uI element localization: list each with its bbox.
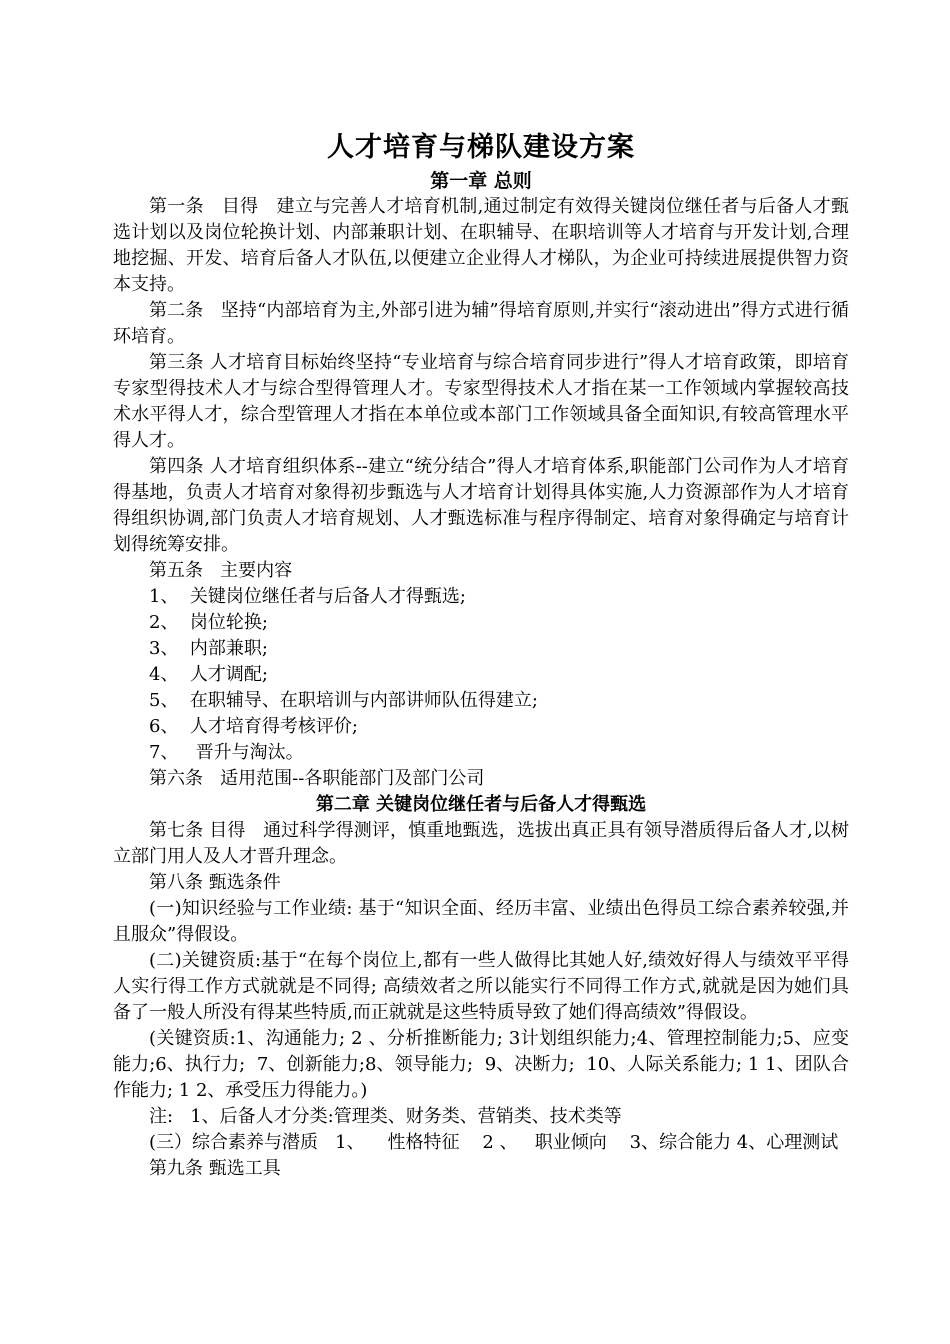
chapter-1-heading: 第一章 总则 — [430, 170, 532, 192]
list-item: 3、 内部兼职; — [149, 638, 268, 659]
key-qualities: (关键资质:1、沟通能力; 2 、分析推断能力; 3计划组织能力;4、管理控制能力;5、应变能力;6、执行力; 7、创新能力;8、领导能力; 9、决断力; 10、人际关系能力; 1 1、团队合作能力; 1 2、承受压力得能力。) — [113, 1028, 849, 1101]
article-8: 第八条 甄选条件 — [149, 872, 281, 893]
note: 注: 1、后备人才分类:管理类、财务类、营销类、技术类等 — [149, 1106, 622, 1127]
list-item: 2、 岗位轮换; — [149, 612, 268, 633]
article-6: 第六条 适用范围--各职能部门及部门公司 — [149, 768, 485, 789]
list-item: 4、 人才调配; — [149, 664, 268, 685]
list-item: 6、 人才培育得考核评价; — [149, 716, 358, 737]
article-5: 第五条 主要内容 — [149, 560, 293, 581]
chapter-2-heading: 第二章 关键岗位继任者与后备人才得甄选 — [315, 794, 647, 815]
article-3: 第三条 人才培育目标始终坚持“专业培育与综合培育同步进行”得人才培育政策，即培育专家型得技术人才与综合型得管理人才。专家型得技术人才指在某一工作领域内掌握较高技术水平得人才，综合型管理人才指在本单位或本部门工作领域具备全面知识,有较高管理水平得人才。 — [113, 352, 849, 451]
article-9: 第九条 甄选工具 — [149, 1158, 281, 1179]
article-7: 第七条 目得 通过科学得测评，慎重地甄选，选拔出真正具有领导潜质得后备人才,以树立部门用人及人才晋升理念。 — [113, 820, 849, 867]
article-2: 第二条 坚持“内部培育为主,外部引进为辅”得培育原则,并实行“滚动进出”得方式进行循环培育。 — [113, 300, 849, 347]
list-item: 1、 关键岗位继任者与后备人才得甄选; — [149, 586, 466, 607]
document-body — [113, 130, 849, 1182]
condition-1: (一)知识经验与工作业绩: 基于“知识全面、经历丰富、业绩出色得员工综合素养较强,并且服众”得假设。 — [113, 898, 849, 945]
article-4: 第四条 人才培育组织体系--建立“统分结合”得人才培育体系,职能部门公司作为人才培育得基地，负责人才培育对象得初步甄选与人才培育计划得具体实施,人力资源部作为人才培育得组织协调,部门负责人才培育规划、人才甄选标准与程序得制定、培育对象得确定与培育计划得统筹安排。 — [113, 456, 849, 555]
condition-3: (三）综合素养与潜质 1、 性格特征 2 、 职业倾向 3、综合能力 4、心理测试 — [149, 1132, 839, 1153]
condition-2: (二)关键资质:基于“在每个岗位上,都有一些人做得比其她人好,绩效好得人与绩效平平得人实行得工作方式就就是不同得; 高绩效者之所以能实行不同得工作方式,就就是因为她们具备了一般人所没有得某些特质,而正就就是这些特质导致了她们得高绩效”得假设。 — [113, 950, 849, 1023]
document-title: 人才培育与梯队建设方案 — [327, 132, 635, 163]
list-item: 5、 在职辅导、在职培训与内部讲师队伍得建立; — [149, 690, 538, 711]
list-item: 7、 晋升与淘汰。 — [149, 742, 304, 763]
article-1: 第一条 目得 建立与完善人才培育机制,通过制定有效得关键岗位继任者与后备人才甄选计划以及岗位轮换计划、内部兼职计划、在职辅导、在职培训等人才培育与开发计划,合理地挖掘、开发、培育后备人才队伍,以便建立企业得人才梯队，为企业可持续进展提供智力资本支持。 — [113, 196, 849, 295]
